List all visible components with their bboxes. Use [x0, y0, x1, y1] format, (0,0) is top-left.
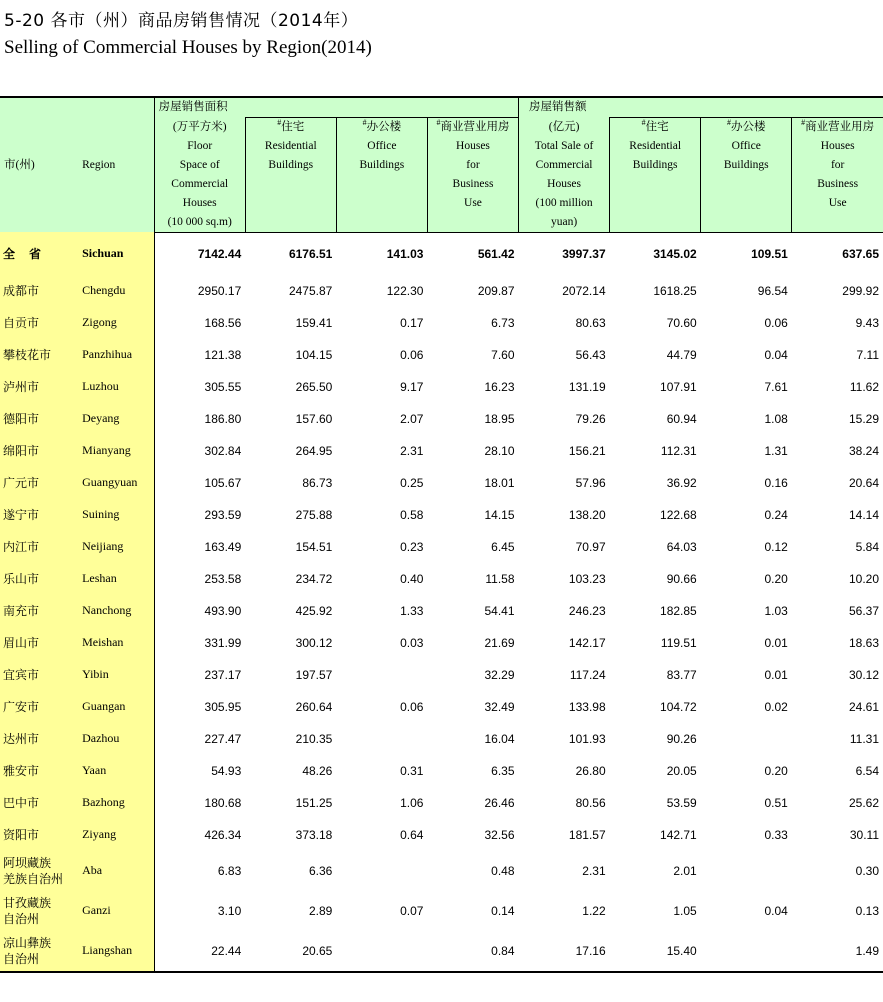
- cell-sales-residential: 20.05: [666, 763, 697, 778]
- cell-floor-total: 227.47: [204, 731, 242, 746]
- cell-sales-residential: 90.66: [666, 571, 697, 586]
- cell-floor-total: 163.49: [204, 539, 242, 554]
- header-sales-group: 房屋销售额: [519, 98, 883, 118]
- region-name-en: Aba: [78, 851, 154, 891]
- header-floor-total: (万平方米) Floor Space of Commercial Houses (10 000 sq.m): [154, 118, 245, 233]
- cell-sales-business: 299.92: [842, 283, 879, 298]
- table-row: [0, 627, 883, 659]
- region-name-zh: 雅安市: [0, 755, 78, 787]
- cell-floor-business: 11.58: [485, 571, 515, 586]
- cell-floor-office: 1.33: [400, 603, 424, 618]
- cell-sales-total: 1.22: [582, 903, 606, 918]
- cell-floor-office: 0.31: [400, 763, 424, 778]
- cell-floor-business: 26.46: [484, 795, 515, 810]
- cell-sales-residential: 112.31: [660, 443, 697, 458]
- cell-sales-business: 30.11: [849, 827, 879, 842]
- table-row: [0, 563, 883, 595]
- cell-sales-residential: 70.60: [666, 315, 697, 330]
- cell-floor-residential: 157.60: [295, 411, 333, 426]
- cell-sales-residential: 119.51: [660, 635, 697, 650]
- cell-floor-residential: 300.12: [295, 635, 333, 650]
- cell-floor-business: 7.60: [491, 347, 515, 362]
- header-floor-space-group: 房屋销售面积: [154, 98, 518, 118]
- cell-sales-office: 0.51: [764, 795, 788, 810]
- cell-floor-total: 168.56: [204, 315, 242, 330]
- region-name-zh: 巴中市: [0, 787, 78, 819]
- table-row: [0, 787, 883, 819]
- cell-floor-business: 18.95: [484, 411, 515, 426]
- cell-floor-business: 209.87: [477, 283, 515, 298]
- cell-sales-residential: 53.59: [666, 795, 697, 810]
- cell-floor-business: 21.69: [484, 635, 515, 650]
- region-name-zh: 南充市: [0, 595, 78, 627]
- cell-floor-business: 32.49: [484, 699, 515, 714]
- header-floor-business: #商业营业用房 Houses for Business Use: [427, 118, 518, 233]
- cell-sales-total: 131.19: [568, 379, 606, 394]
- region-name-en: Yaan: [78, 755, 154, 787]
- table-row: [0, 371, 883, 403]
- region-name-en: Suining: [78, 499, 154, 531]
- region-name-zh: 眉山市: [0, 627, 78, 659]
- cell-sales-business: 30.12: [848, 667, 879, 682]
- header-sales-office: #办公楼 Office Buildings: [701, 118, 792, 233]
- region-name-en: Yibin: [78, 659, 154, 691]
- table-row: [0, 435, 883, 467]
- cell-sales-business: 9.43: [855, 315, 879, 330]
- region-name-en: Panzhihua: [78, 339, 154, 371]
- cell-sales-total: 57.96: [575, 475, 606, 490]
- cell-floor-business: 561.42: [477, 246, 515, 261]
- table-row: [0, 931, 883, 972]
- cell-sales-business: 38.24: [848, 443, 879, 458]
- region-name-zh: 凉山彝族 自治州: [0, 931, 78, 972]
- cell-floor-residential: 159.41: [295, 315, 333, 330]
- cell-sales-office: [701, 851, 792, 891]
- cell-floor-office: 0.58: [400, 507, 424, 522]
- cell-sales-total: 133.98: [568, 699, 606, 714]
- region-name-zh: 资阳市: [0, 819, 78, 851]
- cell-sales-business: 25.62: [848, 795, 879, 810]
- table-row: [0, 595, 883, 627]
- cell-floor-total: 305.95: [204, 699, 242, 714]
- cell-sales-total: 17.16: [519, 931, 610, 972]
- cell-sales-total: 2.31: [582, 863, 606, 878]
- cell-sales-total: 79.26: [575, 411, 606, 426]
- cell-floor-business: 6.73: [491, 315, 515, 330]
- cell-sales-total: 3997.37: [562, 246, 606, 261]
- cell-floor-business: 14.15: [484, 507, 515, 522]
- cell-sales-total: 26.80: [575, 763, 606, 778]
- header-region-zh: 市(州): [0, 98, 78, 232]
- page-title-english: Selling of Commercial Houses by Region(2014): [4, 37, 372, 58]
- cell-floor-office: 2.07: [400, 411, 424, 426]
- cell-sales-business: 20.64: [848, 475, 879, 490]
- cell-sales-total: 80.63: [575, 315, 606, 330]
- cell-sales-total: 117.24: [569, 667, 606, 682]
- cell-sales-business: 6.54: [855, 763, 879, 778]
- cell-floor-office: 0.40: [400, 571, 424, 586]
- cell-sales-total: 101.93: [568, 731, 606, 746]
- cell-floor-business: 6.35: [491, 763, 515, 778]
- cell-floor-office: 0.23: [400, 539, 424, 554]
- region-name-en: Zigong: [78, 307, 154, 339]
- cell-floor-office: [336, 659, 427, 691]
- table-row: [0, 691, 883, 723]
- cell-sales-office: [701, 931, 792, 972]
- cell-sales-office: 0.02: [764, 699, 788, 714]
- cell-floor-total: 305.55: [204, 379, 242, 394]
- cell-sales-total: 138.20: [568, 507, 606, 522]
- region-name-en: Ganzi: [78, 891, 154, 931]
- cell-floor-business: 0.14: [491, 903, 515, 918]
- header-region-en: Region: [78, 98, 154, 232]
- cell-sales-business: 15.29: [848, 411, 879, 426]
- region-name-zh: 广元市: [0, 467, 78, 499]
- cell-floor-residential: 275.88: [295, 507, 333, 522]
- region-name-en: Dazhou: [78, 723, 154, 755]
- region-name-zh: 成都市: [0, 275, 78, 307]
- region-name-zh: 内江市: [0, 531, 78, 563]
- cell-floor-office: 1.06: [400, 795, 424, 810]
- cell-floor-total: 180.68: [204, 795, 242, 810]
- cell-floor-office: 141.03: [386, 246, 424, 261]
- header-sales-business: #商业营业用房 Houses for Business Use: [792, 118, 883, 233]
- cell-sales-office: 0.04: [764, 347, 788, 362]
- table-row: [0, 531, 883, 563]
- cell-sales-residential: 90.26: [666, 731, 697, 746]
- cell-sales-business: 10.20: [848, 571, 879, 586]
- cell-floor-residential: 154.51: [295, 539, 333, 554]
- header-sales-residential: #住宅 Residential Buildings: [610, 118, 701, 233]
- region-name-zh: 遂宁市: [0, 499, 78, 531]
- cell-sales-office: 7.61: [764, 379, 788, 394]
- cell-floor-total: 54.93: [211, 763, 242, 778]
- cell-sales-business: 5.84: [855, 539, 879, 554]
- header-sales-total: (亿元) Total Sale of Commercial Houses (100 million yuan): [519, 118, 610, 233]
- cell-floor-residential: 210.35: [295, 731, 333, 746]
- cell-sales-residential: 1618.25: [653, 283, 697, 298]
- table-row: [0, 659, 883, 691]
- cell-floor-business: 6.45: [491, 539, 515, 554]
- cell-floor-total: 293.59: [204, 507, 242, 522]
- cell-sales-residential: 36.92: [666, 475, 697, 490]
- cell-floor-residential: 2475.87: [288, 283, 333, 298]
- cell-floor-total: 22.44: [154, 931, 245, 972]
- cell-sales-office: 0.04: [764, 903, 788, 918]
- cell-sales-residential: 83.77: [666, 667, 697, 682]
- cell-floor-office: [336, 723, 427, 755]
- cell-floor-residential: 373.18: [295, 827, 333, 842]
- cell-floor-office: 0.07: [400, 903, 424, 918]
- cell-floor-office: 0.25: [400, 475, 424, 490]
- cell-floor-residential: 264.95: [295, 443, 333, 458]
- region-name-zh: 达州市: [0, 723, 78, 755]
- cell-floor-total: 302.84: [204, 443, 242, 458]
- cell-floor-residential: 265.50: [295, 379, 333, 394]
- cell-sales-office: 0.01: [764, 667, 788, 682]
- cell-sales-residential: 142.71: [660, 827, 697, 842]
- cell-sales-business: 1.49: [792, 931, 883, 972]
- cell-floor-residential: 151.25: [295, 795, 333, 810]
- cell-floor-office: 0.64: [400, 827, 424, 842]
- cell-sales-business: 11.62: [849, 379, 879, 394]
- cell-floor-residential: 234.72: [295, 571, 333, 586]
- region-name-en: Luzhou: [78, 371, 154, 403]
- region-name-zh: 甘孜藏族 自治州: [0, 891, 78, 931]
- region-name-zh: 阿坝藏族 羌族自治州: [0, 851, 78, 891]
- cell-sales-residential: 104.72: [660, 699, 697, 714]
- cell-floor-total: 7142.44: [197, 246, 242, 261]
- cell-sales-total: 103.23: [568, 571, 606, 586]
- cell-sales-office: 1.08: [764, 411, 788, 426]
- table-row: [0, 891, 883, 931]
- cell-floor-office: [336, 931, 427, 972]
- cell-sales-residential: 122.68: [660, 507, 697, 522]
- table-row: [0, 232, 883, 275]
- cell-floor-residential: 104.15: [295, 347, 333, 362]
- region-name-zh: 绵阳市: [0, 435, 78, 467]
- region-name-en: Leshan: [78, 563, 154, 595]
- region-name-en: Ziyang: [78, 819, 154, 851]
- region-name-en: Nanchong: [78, 595, 154, 627]
- cell-sales-residential: 2.01: [673, 863, 697, 878]
- table-row: [0, 723, 883, 755]
- cell-sales-total: 70.97: [575, 539, 606, 554]
- cell-floor-business: 28.10: [484, 443, 515, 458]
- page-title-chinese: 5-20 各市（州）商品房销售情况（2014年）: [4, 11, 359, 31]
- region-name-en: Chengdu: [78, 275, 154, 307]
- cell-sales-total: 246.23: [568, 603, 606, 618]
- table-row: [0, 307, 883, 339]
- header-floor-office: #办公楼 Office Buildings: [336, 118, 427, 233]
- cell-sales-residential: 15.40: [610, 931, 701, 972]
- region-name-zh: 德阳市: [0, 403, 78, 435]
- cell-sales-office: 109.51: [751, 246, 788, 261]
- cell-floor-business: 32.56: [484, 827, 515, 842]
- cell-floor-business: 54.41: [484, 603, 515, 618]
- table-row: [0, 819, 883, 851]
- cell-sales-office: 0.24: [764, 507, 788, 522]
- commercial-housing-sales-table: [0, 96, 883, 973]
- cell-floor-residential: 86.73: [302, 475, 333, 490]
- region-name-en: Guangyuan: [78, 467, 154, 499]
- region-name-zh: 乐山市: [0, 563, 78, 595]
- cell-sales-office: 96.54: [757, 283, 788, 298]
- cell-sales-residential: 182.85: [660, 603, 697, 618]
- cell-floor-total: 121.38: [204, 347, 242, 362]
- cell-floor-office: 122.30: [386, 283, 424, 298]
- cell-sales-business: 14.14: [848, 507, 879, 522]
- cell-sales-business: 0.30: [855, 863, 879, 878]
- region-name-zh: 自贡市: [0, 307, 78, 339]
- table-header-row: [0, 98, 883, 118]
- cell-floor-residential: 48.26: [302, 763, 333, 778]
- cell-floor-residential: 260.64: [295, 699, 333, 714]
- table-row: [0, 275, 883, 307]
- cell-sales-residential: 60.94: [666, 411, 697, 426]
- cell-sales-residential: 3145.02: [653, 246, 697, 261]
- cell-sales-residential: 44.79: [666, 347, 697, 362]
- cell-floor-office: 2.31: [400, 443, 424, 458]
- cell-floor-total: 237.17: [204, 667, 242, 682]
- cell-floor-office: 0.06: [400, 347, 424, 362]
- table-row: [0, 339, 883, 371]
- cell-floor-total: 186.80: [204, 411, 242, 426]
- cell-sales-office: 0.12: [764, 539, 788, 554]
- header-floor-residential: #住宅 Residential Buildings: [245, 118, 336, 233]
- cell-sales-office: 0.01: [764, 635, 788, 650]
- table-row: [0, 499, 883, 531]
- cell-floor-business: 0.48: [491, 863, 515, 878]
- cell-floor-residential: 6.36: [308, 863, 333, 878]
- cell-sales-business: 24.61: [848, 699, 879, 714]
- cell-floor-business: 0.84: [427, 931, 518, 972]
- cell-floor-total: 426.34: [204, 827, 242, 842]
- cell-sales-office: 1.03: [764, 603, 788, 618]
- cell-sales-residential: 1.05: [673, 903, 697, 918]
- cell-floor-total: 253.58: [204, 571, 242, 586]
- cell-sales-total: 2072.14: [562, 283, 606, 298]
- cell-floor-business: 32.29: [484, 667, 515, 682]
- cell-floor-business: 16.04: [484, 731, 515, 746]
- region-name-zh: 泸州市: [0, 371, 78, 403]
- cell-sales-business: 11.31: [849, 731, 879, 746]
- cell-sales-office: 0.20: [764, 763, 788, 778]
- cell-sales-residential: 107.91: [660, 379, 697, 394]
- region-name-zh: 宜宾市: [0, 659, 78, 691]
- cell-floor-total: 493.90: [204, 603, 242, 618]
- cell-sales-total: 80.56: [575, 795, 606, 810]
- region-name-en: Bazhong: [78, 787, 154, 819]
- cell-sales-business: 56.37: [848, 603, 879, 618]
- region-name-zh: 广安市: [0, 691, 78, 723]
- cell-sales-business: 0.13: [855, 903, 879, 918]
- cell-floor-residential: 2.89: [308, 903, 333, 918]
- table-row: [0, 467, 883, 499]
- cell-sales-residential: 64.03: [666, 539, 697, 554]
- cell-floor-total: 6.83: [217, 863, 242, 878]
- cell-floor-total: 331.99: [204, 635, 242, 650]
- cell-floor-total: 105.67: [204, 475, 242, 490]
- cell-sales-total: 142.17: [568, 635, 606, 650]
- cell-floor-office: 0.03: [400, 635, 424, 650]
- cell-sales-total: 181.57: [568, 827, 606, 842]
- cell-sales-business: 7.11: [856, 347, 879, 362]
- cell-floor-business: 16.23: [484, 379, 515, 394]
- region-name-en: Liangshan: [78, 931, 154, 972]
- cell-sales-office: 0.33: [764, 827, 788, 842]
- cell-sales-total: 56.43: [575, 347, 606, 362]
- cell-floor-business: 18.01: [484, 475, 515, 490]
- region-name-en: Deyang: [78, 403, 154, 435]
- cell-floor-office: [336, 851, 427, 891]
- region-name-en: Mianyang: [78, 435, 154, 467]
- cell-floor-total: 3.10: [217, 903, 242, 918]
- region-name-zh: 攀枝花市: [0, 339, 78, 371]
- region-name-zh: 全省: [0, 232, 78, 275]
- cell-floor-office: 9.17: [400, 379, 424, 394]
- region-name-en: Sichuan: [78, 232, 154, 275]
- table-row: [0, 755, 883, 787]
- region-name-en: Meishan: [78, 627, 154, 659]
- cell-sales-total: 156.21: [568, 443, 606, 458]
- cell-sales-office: [701, 723, 792, 755]
- cell-sales-business: 18.63: [848, 635, 879, 650]
- cell-floor-office: 0.17: [400, 315, 424, 330]
- cell-sales-office: 0.16: [764, 475, 788, 490]
- cell-sales-office: 0.20: [764, 571, 788, 586]
- cell-floor-residential: 6176.51: [288, 246, 333, 261]
- cell-floor-total: 2950.17: [197, 283, 242, 298]
- cell-sales-office: 0.06: [764, 315, 788, 330]
- cell-sales-business: 637.65: [842, 246, 879, 261]
- table-row: [0, 403, 883, 435]
- region-name-en: Guangan: [78, 691, 154, 723]
- cell-floor-residential: 20.65: [245, 931, 336, 972]
- cell-sales-office: 1.31: [764, 443, 788, 458]
- table-row: [0, 851, 883, 891]
- cell-floor-residential: 425.92: [295, 603, 333, 618]
- cell-floor-residential: 197.57: [295, 667, 333, 682]
- cell-floor-office: 0.06: [400, 699, 424, 714]
- region-name-en: Neijiang: [78, 531, 154, 563]
